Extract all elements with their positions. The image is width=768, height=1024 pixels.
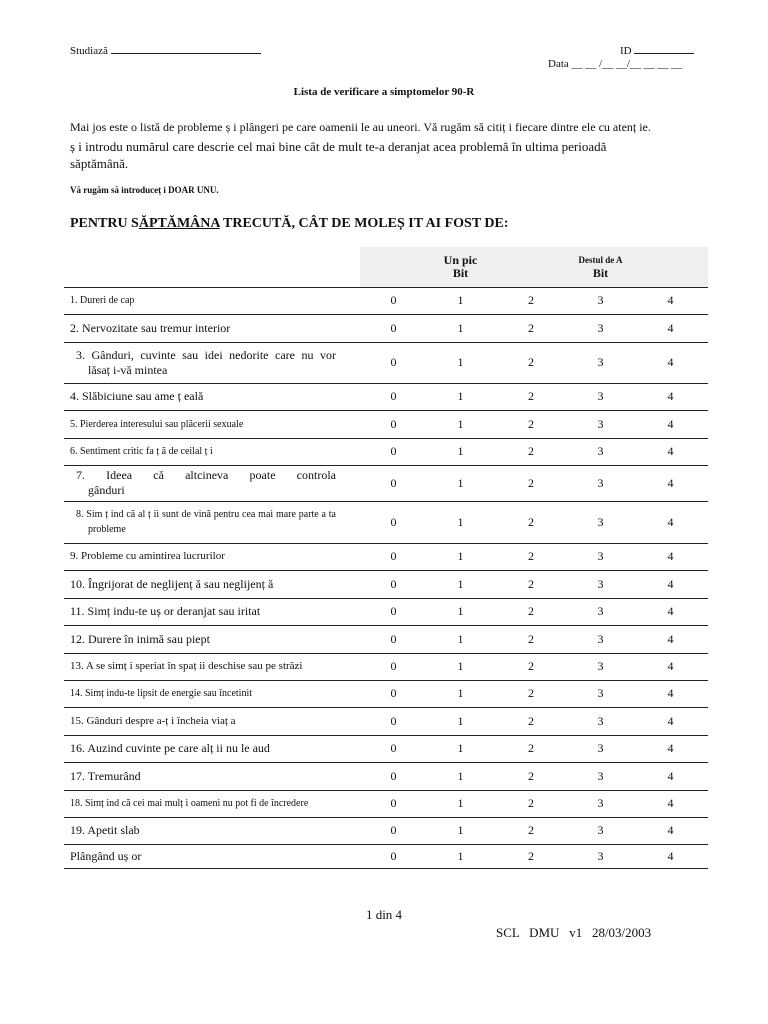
rating-option-4[interactable]: 4	[633, 790, 708, 817]
rating-option-0[interactable]: 0	[360, 410, 427, 438]
symptom-label-cell	[64, 410, 360, 438]
rating-option-3[interactable]: 3	[568, 653, 633, 680]
table-row	[64, 598, 708, 625]
rating-option-2[interactable]: 2	[494, 342, 568, 383]
rating-option-1[interactable]: 1	[427, 410, 494, 438]
symptom-label-cell	[64, 342, 360, 383]
symptom-table	[64, 247, 708, 869]
rating-option-2[interactable]: 2	[494, 410, 568, 438]
rating-option-1[interactable]: 1	[427, 790, 494, 817]
rating-option-3[interactable]: 3	[568, 790, 633, 817]
symptom-label: 12. Durere în inimă sau piept	[70, 631, 210, 646]
rating-option-1[interactable]: 1	[427, 844, 494, 868]
rating-option-4[interactable]: 4	[633, 817, 708, 844]
rating-option-2[interactable]: 2	[494, 653, 568, 680]
rating-option-3[interactable]: 3	[568, 465, 633, 501]
symptom-label-cell	[64, 501, 360, 543]
rating-option-1[interactable]: 1	[427, 762, 494, 790]
rating-option-3[interactable]: 3	[568, 438, 633, 465]
rating-option-2[interactable]: 2	[494, 287, 568, 314]
rating-option-4[interactable]: 4	[633, 598, 708, 625]
table-row	[64, 844, 708, 868]
table-row	[64, 342, 708, 383]
rating-option-4[interactable]: 4	[633, 653, 708, 680]
instructions-line-1: Mai jos este o listă de probleme ș i plângeri pe care oamenii le au uneori. Vă rugăm să citiț i fiecare dintre ele cu atenț ie.	[70, 120, 651, 134]
rating-option-1[interactable]: 1	[427, 342, 494, 383]
symptom-label-cell	[64, 707, 360, 735]
rating-option-4[interactable]: 4	[633, 680, 708, 707]
rating-option-2[interactable]: 2	[494, 383, 568, 410]
header-blank	[64, 247, 360, 287]
symptom-label-cell	[64, 465, 360, 501]
rating-option-1[interactable]: 1	[427, 625, 494, 653]
id-label: ID	[620, 45, 632, 57]
symptom-label: 8. Sim ț ind că al ț ii sunt de vină pentru cea mai mare parte a ta	[76, 509, 336, 520]
rating-option-2[interactable]: 2	[494, 314, 568, 342]
rating-option-3[interactable]: 3	[568, 287, 633, 314]
table-row	[64, 314, 708, 342]
rating-option-4[interactable]: 4	[633, 762, 708, 790]
rating-option-1[interactable]: 1	[427, 465, 494, 501]
rating-option-0[interactable]: 0	[360, 707, 427, 735]
rating-option-0[interactable]: 0	[360, 314, 427, 342]
scale-col-1	[427, 247, 494, 287]
rating-option-0[interactable]: 0	[360, 625, 427, 653]
rating-option-0[interactable]: 0	[360, 438, 427, 465]
rating-option-1[interactable]: 1	[427, 598, 494, 625]
rating-option-1[interactable]: 1	[427, 653, 494, 680]
table-row	[64, 465, 708, 501]
rating-option-3[interactable]: 3	[568, 762, 633, 790]
symptom-label: 3. Gânduri, cuvinte sau idei nedorite care nu vor	[76, 347, 336, 362]
rating-option-1[interactable]: 1	[427, 287, 494, 314]
scale-col-3	[568, 247, 633, 287]
rating-option-1[interactable]: 1	[427, 438, 494, 465]
rating-option-1[interactable]: 1	[427, 817, 494, 844]
rating-option-3[interactable]: 3	[568, 342, 633, 383]
rating-option-4[interactable]: 4	[633, 543, 708, 570]
symptom-label-continued: probleme	[88, 524, 126, 535]
rating-option-0[interactable]: 0	[360, 383, 427, 410]
rating-option-4[interactable]: 4	[633, 410, 708, 438]
rating-option-4[interactable]: 4	[633, 287, 708, 314]
rating-option-3[interactable]: 3	[568, 817, 633, 844]
table-row	[64, 501, 708, 543]
rating-option-0[interactable]: 0	[360, 653, 427, 680]
symptom-label-cell	[64, 653, 360, 680]
table-row	[64, 817, 708, 844]
rating-option-1[interactable]: 1	[427, 501, 494, 543]
rating-option-0[interactable]: 0	[360, 465, 427, 501]
table-row	[64, 410, 708, 438]
symptom-label-cell	[64, 570, 360, 598]
scale-col-1-line-2: Bit	[452, 265, 469, 280]
rating-option-0[interactable]: 0	[360, 570, 427, 598]
rating-option-4[interactable]: 4	[633, 570, 708, 598]
study-field[interactable]	[70, 43, 261, 57]
rating-option-4[interactable]: 4	[633, 465, 708, 501]
symptom-label: 11. Simț indu-te uș or deranjat sau iritat	[70, 604, 261, 618]
rating-option-3[interactable]: 3	[568, 501, 633, 543]
symptom-label-cell	[64, 543, 360, 570]
symptom-label: 4. Slăbiciune sau ame ț eală	[70, 389, 204, 403]
page-number: 1 din 4	[365, 907, 403, 922]
rating-option-3[interactable]: 3	[568, 625, 633, 653]
rating-option-1[interactable]: 1	[427, 707, 494, 735]
table-row	[64, 680, 708, 707]
symptom-label: 5. Pierderea interesului sau plăcerii sexuale	[70, 418, 244, 430]
section-heading-suffix: TRECUTĂ, CÂT DE MOLEȘ IT AI FOST DE:	[219, 216, 509, 231]
symptom-label-cell	[64, 680, 360, 707]
rating-option-0[interactable]: 0	[360, 287, 427, 314]
rating-option-0[interactable]: 0	[360, 817, 427, 844]
rating-option-2[interactable]: 2	[494, 501, 568, 543]
rating-option-2[interactable]: 2	[494, 790, 568, 817]
id-input-line[interactable]	[634, 43, 694, 54]
symptom-label-cell	[64, 625, 360, 653]
symptom-label-cell	[64, 735, 360, 762]
rating-option-4[interactable]: 4	[633, 342, 708, 383]
section-heading-prefix: PENTRU S	[70, 216, 139, 231]
symptom-label: 1. Dureri de cap	[70, 295, 135, 306]
instructions-note: Vă rugăm să introduceț i DOAR UNU.	[70, 185, 219, 195]
rating-option-0[interactable]: 0	[360, 735, 427, 762]
symptom-label: 19. Apetit slab	[70, 823, 140, 837]
symptom-label-cell	[64, 598, 360, 625]
page-title: Lista de verificare a simptomelor 90-R	[293, 86, 475, 98]
rating-option-3[interactable]: 3	[568, 543, 633, 570]
rating-option-4[interactable]: 4	[633, 707, 708, 735]
rating-option-0[interactable]: 0	[360, 680, 427, 707]
rating-option-0[interactable]: 0	[360, 342, 427, 383]
table-row	[64, 790, 708, 817]
scale-header-row	[64, 247, 708, 287]
rating-option-2[interactable]: 2	[494, 625, 568, 653]
rating-option-2[interactable]: 2	[494, 598, 568, 625]
rating-option-1[interactable]: 1	[427, 735, 494, 762]
rating-option-2[interactable]: 2	[494, 817, 568, 844]
rating-option-3[interactable]: 3	[568, 410, 633, 438]
table-row	[64, 735, 708, 762]
symptom-label-cell	[64, 844, 360, 868]
table-row	[64, 625, 708, 653]
table-row	[64, 383, 708, 410]
symptom-label: Plângând uș or	[70, 848, 142, 863]
rating-option-2[interactable]: 2	[494, 844, 568, 868]
table-row	[64, 762, 708, 790]
symptom-label-cell	[64, 314, 360, 342]
rating-option-2[interactable]: 2	[494, 543, 568, 570]
rating-option-3[interactable]: 3	[568, 598, 633, 625]
table-row	[64, 707, 708, 735]
symptom-label: 14. Simț indu-te lipsit de energie sau încetinit	[70, 688, 253, 699]
rating-option-0[interactable]: 0	[360, 790, 427, 817]
date-field[interactable]	[548, 58, 682, 70]
rating-option-0[interactable]: 0	[360, 598, 427, 625]
symptom-label: 2. Nervozitate sau tremur interior	[70, 320, 231, 335]
study-label: Studiază	[70, 45, 108, 57]
scale-col-1-line-1: Un pic	[443, 252, 478, 267]
symptom-label-cell	[64, 383, 360, 410]
rating-option-3[interactable]: 3	[568, 383, 633, 410]
table-row	[64, 653, 708, 680]
rating-option-2[interactable]: 2	[494, 570, 568, 598]
rating-option-0[interactable]: 0	[360, 762, 427, 790]
rating-option-1[interactable]: 1	[427, 314, 494, 342]
rating-option-3[interactable]: 3	[568, 707, 633, 735]
rating-option-4[interactable]: 4	[633, 844, 708, 868]
scale-col-0	[360, 247, 427, 287]
rating-option-3[interactable]: 3	[568, 570, 633, 598]
rating-option-1[interactable]: 1	[427, 543, 494, 570]
scale-col-3-line-1: Destul de A	[578, 254, 623, 265]
symptom-label-cell	[64, 287, 360, 314]
rating-option-2[interactable]: 2	[494, 735, 568, 762]
date-mask[interactable]: __ __ /__ __/__ __ __ __	[571, 58, 683, 70]
instructions-line-3: săptămână.	[70, 156, 129, 171]
rating-option-1[interactable]: 1	[427, 570, 494, 598]
symptom-label-cell	[64, 762, 360, 790]
scale-col-2	[494, 247, 568, 287]
table-row	[64, 543, 708, 570]
symptom-label-continued: gânduri	[88, 483, 125, 497]
section-heading	[70, 216, 509, 232]
scale-col-4	[633, 247, 708, 287]
symptom-label: 17. Tremurând	[70, 768, 141, 783]
symptom-label: 15. Gânduri despre a-ț i încheia viaț a	[70, 714, 236, 727]
symptom-label: 10. Îngrijorat de neglijenț ă sau neglijenț ă	[70, 576, 274, 591]
rating-option-4[interactable]: 4	[633, 735, 708, 762]
date-label: Data	[548, 58, 569, 70]
table-row	[64, 438, 708, 465]
rating-option-0[interactable]: 0	[360, 844, 427, 868]
symptom-label: 13. A se simț i speriat în spaț ii deschise sau pe străzi	[70, 660, 303, 672]
table-row	[64, 287, 708, 314]
rating-option-1[interactable]: 1	[427, 680, 494, 707]
symptom-label-cell	[64, 790, 360, 817]
rating-option-4[interactable]: 4	[633, 383, 708, 410]
symptom-label-continued: lăsaț i-vă mintea	[88, 362, 168, 377]
rating-option-2[interactable]: 2	[494, 762, 568, 790]
symptom-label-cell	[64, 438, 360, 465]
table-row	[64, 570, 708, 598]
rating-option-3[interactable]: 3	[568, 735, 633, 762]
rating-option-3[interactable]: 3	[568, 680, 633, 707]
id-field[interactable]	[620, 43, 694, 57]
section-heading-underlined: ĂPTĂMÂNA	[138, 216, 220, 231]
rating-option-2[interactable]: 2	[494, 438, 568, 465]
rating-option-2[interactable]: 2	[494, 707, 568, 735]
symptom-label: 18. Simț ind că cei mai mulț i oameni nu pot fi de încredere	[70, 798, 309, 809]
rating-option-4[interactable]: 4	[633, 314, 708, 342]
rating-option-4[interactable]: 4	[633, 501, 708, 543]
symptom-label-cell	[64, 817, 360, 844]
rating-option-0[interactable]: 0	[360, 543, 427, 570]
scale-col-3-line-2: Bit	[592, 265, 609, 280]
rating-option-2[interactable]: 2	[494, 465, 568, 501]
rating-option-2[interactable]: 2	[494, 680, 568, 707]
symptom-label: 9. Probleme cu amintirea lucrurilor	[70, 550, 225, 562]
rating-option-1[interactable]: 1	[427, 383, 494, 410]
document-code: SCL DMU v1 28/03/2003	[496, 925, 652, 940]
symptom-label: 7. Ideea că altcineva poate controla	[76, 468, 336, 482]
symptom-label: 6. Sentiment critic fa ț ă de ceilal ț i	[70, 446, 213, 457]
rating-option-4[interactable]: 4	[633, 438, 708, 465]
study-input-line[interactable]	[111, 43, 261, 54]
rating-option-3[interactable]: 3	[568, 314, 633, 342]
symptom-label: 16. Auzind cuvinte pe care alț ii nu le aud	[70, 741, 270, 755]
rating-option-4[interactable]: 4	[633, 625, 708, 653]
rating-option-0[interactable]: 0	[360, 501, 427, 543]
instructions-line-2: ș i introdu numărul care descrie cel mai bine cât de mult te-a deranjat acea problemă în ultima perioadă	[70, 139, 607, 154]
rating-option-3[interactable]: 3	[568, 844, 633, 868]
